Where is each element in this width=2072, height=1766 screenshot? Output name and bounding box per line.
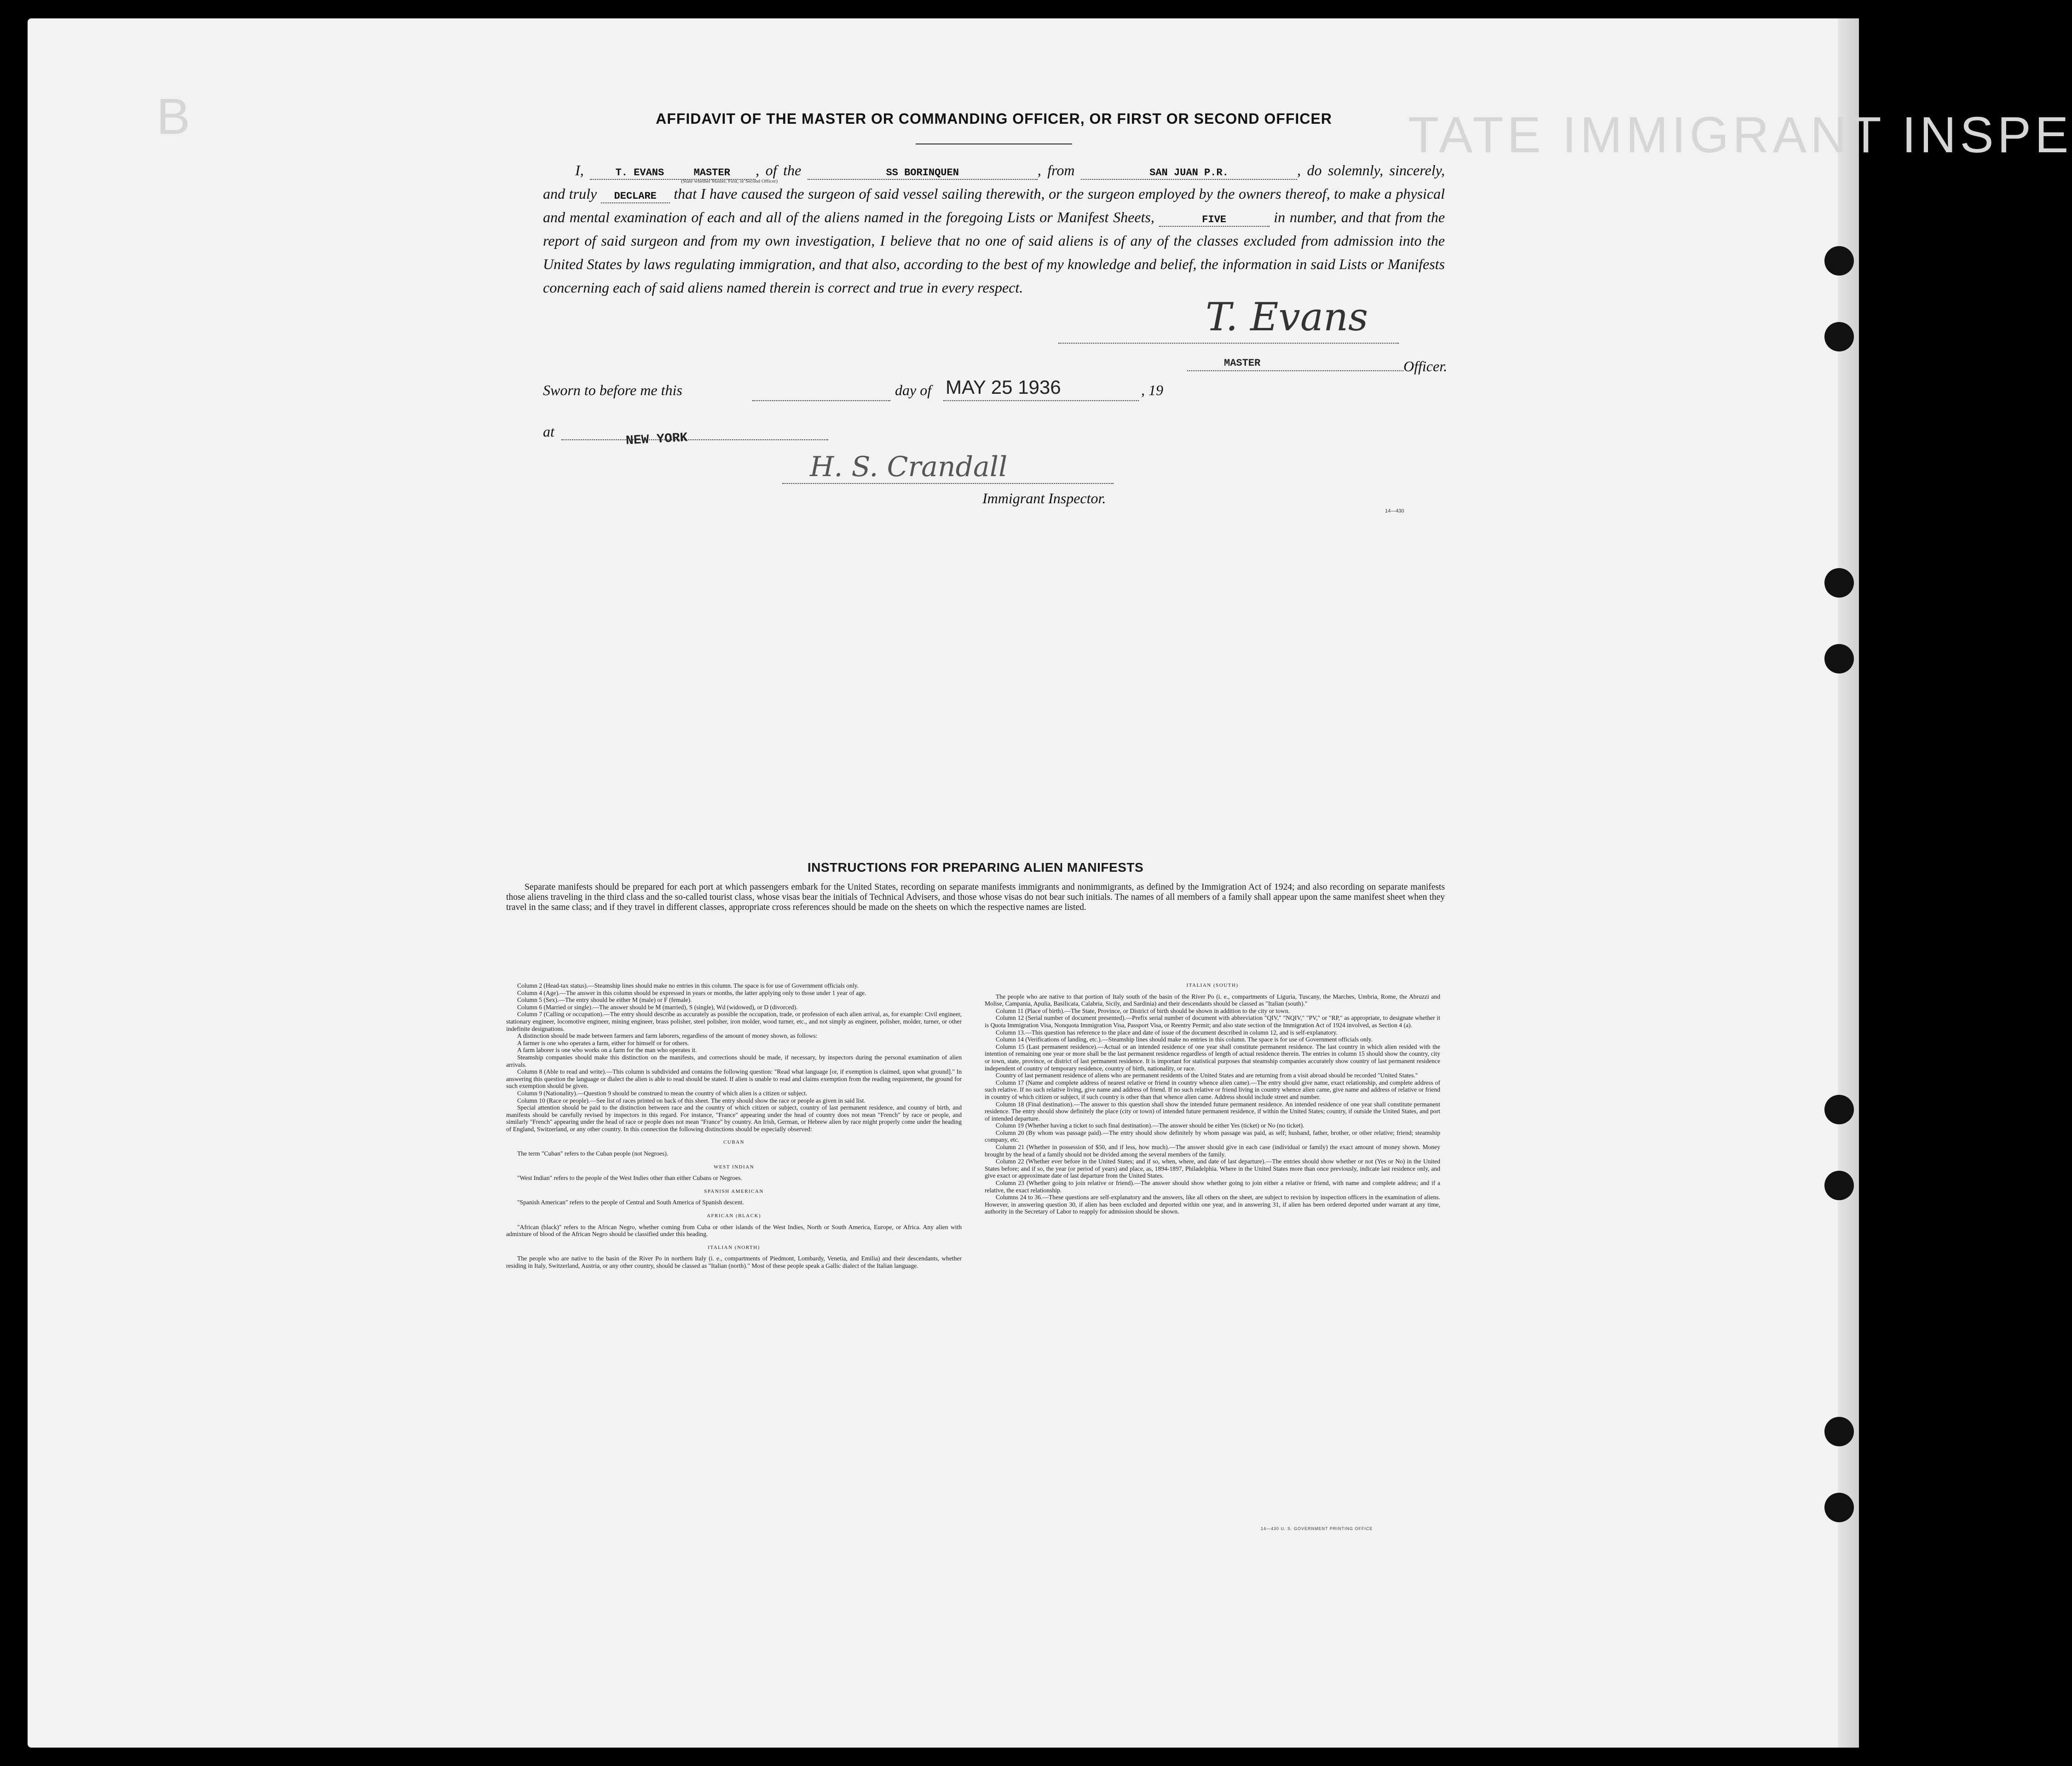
- instruction-paragraph: Column 9 (Nationality).—Question 9 should be construed to mean the country of which alien is a citizen or subject.: [517, 1089, 808, 1097]
- binder-hole: [1824, 1417, 1854, 1446]
- instruction-paragraph: Country of last permanent residence of aliens who are permanent residents of the United States and are returning from a visit abroad should be recorded "United States.": [996, 1072, 1418, 1079]
- heading-cuban: CUBAN: [723, 1139, 745, 1145]
- instruction-paragraph: Column 5 (Sex).—The entry should be either M (male) or F (female).: [517, 996, 692, 1004]
- master-signature-line: [1058, 343, 1399, 344]
- affidavit-text-1: that I have caused the surgeon of said vessel sailing therewith, or the surgeon employed by the owners thereof, to make a physical and mental examination of each and all of the aliens named in the foregoing Lists or Manifest Sheets,: [543, 185, 1445, 225]
- instruction-paragraph: Column 12 (Serial number of document presented).—Prefix serial number of document with abbreviation "QIV," "NQIV," "PV," or "RP," as appropriate, to designate whether it is Quota Immigration Visa, Nonquota Immigration Visa, Passport Visa, or Reentry Permit; and also state section of the Immigration Act of 1924 involved, as Section 4 (a).: [985, 1014, 1440, 1029]
- instruction-paragraph: Column 13.—This question has reference to the place and date of issue of the document described in column 12, and is self-explanatory.: [996, 1029, 1338, 1036]
- officer-name-field: [590, 167, 756, 180]
- binder-hole: [1824, 644, 1854, 673]
- instruction-paragraph: Special attention should be paid to the distinction between race and the country of which citizen or subject, country of last permanent residence, and country of birth, and manifests should be carefully revised by inspectors in this regard. For instance, "France" appearing under the head of country does not mean "French" by race or people, and similarly "French" appearing under the head of race or people does not mean "France" by country. An Irish, German, or Hebrew alien by race might properly come under the heading of England, Switzerland, or any other country. In this connection the following distinctions should be especially observed:: [506, 1104, 962, 1133]
- officer-rank: MASTER: [693, 167, 730, 178]
- instruction-paragraph: Column 15 (Last permanent residence).—Actual or an intended residence of one year shall constitute permanent residence. The last country in which alien resided with the intention of remaining one year or more shall be the last permanent residence regardless of length of actual residence therein. The entries in column 15 should show the country, city or town, state, province, or district of last permanent residence. It is important for statistical purposes that steamship companies accurately show country of last permanent residence independent of country of temporary residence, country of birth, nationality, or race.: [985, 1043, 1440, 1072]
- heading-spanish-american: SPANISH AMERICAN: [704, 1188, 764, 1194]
- declare-field: DECLARE: [601, 190, 670, 203]
- i-label: I,: [575, 162, 584, 178]
- form-number: 14—430: [1385, 508, 1404, 514]
- instruction-paragraph: Column 17 (Name and complete address of nearest relative or friend in country whence alien came).—The entry should give name, exact relationship, and complete address of such relative. If no such relative living, give name and address of friend. If no such relative or friend living in country whence alien came, give name and address of relative or friend in country of which citizen or subject, if such country is other than that whence alien came. Address should include street and number.: [985, 1079, 1440, 1100]
- instruction-paragraph: Column 6 (Married or single).—The answer should be M (married), S (single), Wd (widowed), or D (divorced).: [517, 1003, 798, 1011]
- instruction-paragraph: Column 4 (Age).—The answer in this column should be expressed in years or months, the latter applying only to those under 1 year of age.: [517, 989, 866, 996]
- from-label: , from: [1037, 162, 1075, 178]
- instruction-paragraph: Column 7 (Calling or occupation).—The entry should describe as accurately as possible the occupation, trade, or profession of each alien arrival, as, for example: Civil engineer, stationary engineer, locomotive engineer, mining engineer, brass polisher, steel polisher, iron molder, wood turner, etc., and not simply as engineer, polisher, molder, turner, or other indefinite designations.: [506, 1011, 962, 1032]
- bleed-through-text-left: B: [156, 88, 194, 145]
- officer-rank-entry: MASTER: [1224, 357, 1261, 369]
- instruction-paragraph: "West Indian" refers to the people of the West Indies other than either Cubans or Negroes.: [517, 1174, 742, 1182]
- heading-west-indian: WEST INDIAN: [713, 1164, 755, 1170]
- heading-italian-south: ITALIAN (SOUTH): [1186, 983, 1239, 988]
- inspector-signature-line: [782, 483, 1114, 484]
- instructions-left-column: [506, 982, 962, 1270]
- document-page: [28, 18, 2072, 1748]
- instruction-paragraph: A farm laborer is one who works on a farm for the man who operates it.: [517, 1047, 697, 1054]
- instruction-paragraph: Steamship companies should make this distinction on the manifests, and corrections should be made, if necessary, by inspectors during the personal examination of alien arrivals.: [506, 1053, 962, 1068]
- of-the-label: , of the: [756, 162, 802, 178]
- sworn-month-line: [943, 400, 1139, 401]
- officer-rank-line: [1187, 370, 1403, 371]
- binder-hole: [1824, 322, 1854, 351]
- instruction-paragraph: Columns 24 to 36.—These questions are self-explanatory and the answers, like all others on the sheet, are subject to revision by inspection officers in the examination of aliens. However, in answering question 30, if alien has been excluded and deported within one year, and in answering 31, if alien has been ordered deported under warrant at any time, authority in the Secretary of Labor to reapply for admission should be shown.: [985, 1194, 1440, 1215]
- inspector-label: Immigrant Inspector.: [982, 490, 1106, 506]
- at-label: at: [543, 423, 554, 440]
- instruction-paragraph: Column 14 (Verifications of landing, etc.).—Steamship lines should make no entries in this column. The space is for use of Government officials only.: [996, 1036, 1373, 1043]
- affidavit-body: [543, 159, 1445, 299]
- instruction-paragraph: Column 20 (By whom was passage paid).—The entry should show definitely by whom passage was paid, as self; husband, father, brother, or other relative; friend; steamship company, etc.: [985, 1129, 1440, 1144]
- port-field: SAN JUAN P.R.: [1081, 167, 1297, 180]
- instruction-paragraph: The people who are native to that portion of Italy south of the basin of the River Po (i. e., compartments of Liguria, Tuscany, the Marches, Umbria, Rome, the Abruzzi and Molise, Campania, Apulia, Basilicata, Calabria, Sicily, and Sardinia) and their descendants should be classed as "Italian (south).": [985, 993, 1440, 1007]
- place-line: [561, 439, 828, 440]
- instruction-paragraph: The people who are native to the basin of the River Po in northern Italy (i. e., compartments of Piedmont, Lombardy, Venetia, and Emilia) and their descendants, whether residing in Italy, Switzerland, Austria, or any other country, should be classed as "Italian (north)." Most of these people speak a Gallic dialect of the Italian language.: [506, 1255, 962, 1269]
- place-stamp: NEW YORK: [625, 431, 688, 449]
- instruction-paragraph: Column 2 (Head-tax status).—Steamship lines should make no entries in this column. The space is for use of Government officials only.: [517, 982, 859, 989]
- binder-hole: [1824, 246, 1854, 276]
- instruction-paragraph: Column 8 (Able to read and write).—This column is subdivided and contains the following question: "Read what language [or, if exemption is claimed, upon what ground]." In answering this question the language or dialect the alien is able to read should be stated. If alien is unable to read and claims exemption from the reading requirement, the ground for such exemption should be given.: [506, 1068, 962, 1090]
- officer-label: Officer.: [1403, 358, 1448, 374]
- instruction-paragraph: Column 18 (Final destination).—The answer to this question shall show the intended future permanent residence. An intended residence of one year shall constitute permanent residence. The entry should show definitely the place (city or town) of intended future permanent residence, if within the United States; country, if outside the United States, and port of intended departure.: [985, 1100, 1440, 1122]
- instruction-paragraph: The term "Cuban" refers to the Cuban people (not Negroes).: [517, 1150, 669, 1157]
- binder-hole: [1824, 1171, 1854, 1200]
- officer-name: T. EVANS: [615, 167, 664, 178]
- heading-african: AFRICAN (BLACK): [706, 1213, 762, 1219]
- instruction-paragraph: Column 10 (Race or people).—See list of races printed on back of this sheet. The entry should show the race or people as given in said list.: [517, 1097, 866, 1104]
- instruction-paragraph: Column 21 (Whether in possession of $50, and if less, how much).—The answer should give in each case (individual or family) the exact amount of money shown. Money brought by the head of a family should not be divided among the several members of the family.: [985, 1144, 1440, 1158]
- instruction-paragraph: Column 19 (Whether having a ticket to such final destination).—The answer should be either Yes (ticket) or No (no ticket).: [996, 1122, 1304, 1129]
- instruction-paragraph: A farmer is one who operates a farm, either for himself or for others.: [517, 1039, 689, 1047]
- day-of-label: day of: [895, 382, 932, 398]
- affidavit-text-2: in number, and that from the report of said surgeon and from my own investigation, I believe that no one of said aliens is of any of the classes excluded from admission into the United States by laws regulating immigration, and that also, according to the best of my knowledge and belief, the information in said Lists or Manifests concerning each of said aliens named therein is correct and true in every respect.: [543, 209, 1445, 296]
- instruction-paragraph: Column 11 (Place of birth).—The State, Province, or District of birth should be shown in addition to the city or town.: [996, 1007, 1290, 1014]
- instructions-intro: Separate manifests should be prepared for each port at which passengers embark for the United States, recording on separate manifests immigrants and nonimmigrants, as defined by the Immigration Act of 1924; and also recording on separate manifests those aliens traveling in the third class and the so-called tourist class, whose visas bear the initials of Technical Advisers, and those whose visas do not bear such initials. The names of all members of a family shall appear upon the same manifest sheet when they travel in the same class; and if they travel in different classes, appropriate cross references should be made on the sheets on which the respective names are listed.: [506, 882, 1445, 912]
- page-edge: [1838, 18, 1859, 1748]
- affidavit-title: AFFIDAVIT OF THE MASTER OR COMMANDING OFFICER, OR FIRST OR SECOND OFFICER: [656, 110, 1332, 127]
- sheet-count-field: FIVE: [1159, 214, 1270, 227]
- instruction-paragraph: "African (black)" refers to the African Negro, whether coming from Cuba or other islands of the West Indies, North or South America, Europe, or Africa. Any alien with admixture of blood of the African Negro should be classified under this heading.: [506, 1223, 962, 1238]
- heading-italian-north: ITALIAN (NORTH): [708, 1244, 760, 1250]
- instruction-paragraph: Column 23 (Whether going to join relative or friend).—The answer should show whether going to join either a relative or friend, with name and complete address; and if a relative, the exact relationship.: [985, 1179, 1440, 1194]
- instructions-title: INSTRUCTIONS FOR PREPARING ALIEN MANIFESTS: [807, 860, 1144, 874]
- sworn-label: Sworn to before me this: [543, 382, 682, 398]
- date-stamp: MAY 25 1936: [946, 376, 1061, 398]
- instruction-paragraph: Column 22 (Whether ever before in the United States; and if so, when, where, and date of last departure).—The entries should show whether or not (Yes or No) in the United States before; and if so, the year (or period of years) and place, as, 1894-1897, Philadelphia. Where in the United States more than once previously, indicate last residence only, and give exact or approximate date of last departure from the United States.: [985, 1158, 1440, 1179]
- binder-hole: [1824, 1095, 1854, 1124]
- vessel-name-field: SS BORINQUEN: [808, 167, 1038, 180]
- instruction-paragraph: "Spanish American" refers to the people of Central and South America of Spanish descent.: [517, 1199, 744, 1206]
- rank-note: (State whether Master, First, or Second Officer): [681, 178, 778, 184]
- binder-hole: [1824, 1493, 1854, 1522]
- binder-hole: [1824, 568, 1854, 598]
- inspector-signature: H. S. Crandall: [810, 451, 1008, 483]
- master-signature: T. Evans: [1206, 294, 1368, 339]
- instructions-right-column: [985, 982, 1440, 1215]
- bleed-through-text-right: TATE IMMIGRANT INSPE: [1408, 107, 2072, 163]
- printing-office-footer: 14—430 U. S. GOVERNMENT PRINTING OFFICE: [1261, 1526, 1373, 1531]
- instruction-paragraph: A distinction should be made between farmers and farm laborers, regardless of the amount of money shown, as follows:: [517, 1032, 818, 1040]
- sworn-day-line: [752, 400, 890, 401]
- year-label: , 19: [1141, 382, 1163, 398]
- solemnly-label: , do solemnly, sincerely, and truly: [543, 162, 1445, 202]
